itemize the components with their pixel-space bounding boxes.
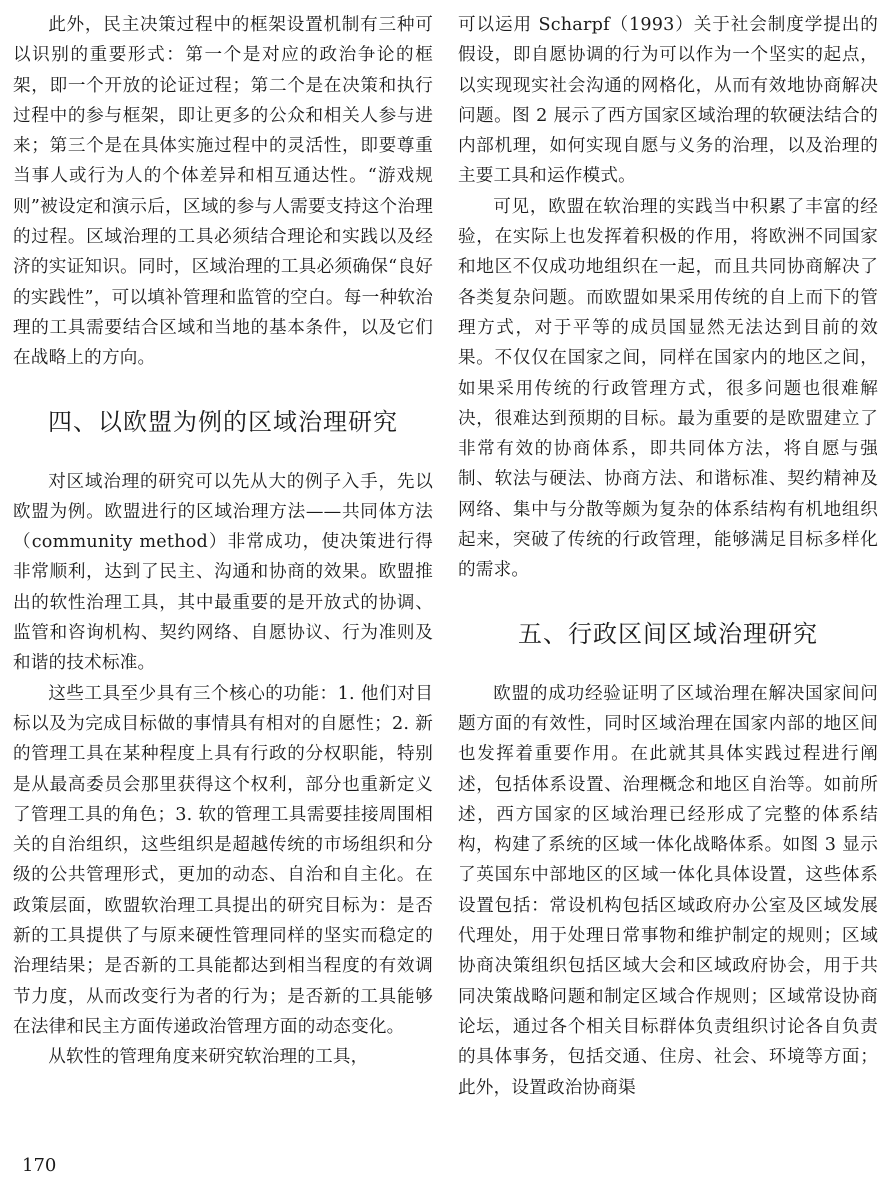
left-paragraph-4: 从软性的管理角度来研究软治理的工具， [48,1047,369,1068]
section-heading-4: 四、以欧盟为例的区域治理研究 [48,407,398,436]
left-column [13,10,433,1073]
left-paragraph-2: 对区域治理的研究可以先从大的例子入手，先以欧盟为例。欧盟进行的区域治理方法——共同体方法（community method）非常成功，使决策进行得非常顺利，达到了民主、沟通和协商的效果。欧盟推出的软性治理工具，其中最重要的是开放式的协调、监管和咨询机构、契约网络、自愿协议、行为准则及和谐的技术标准。 [13,471,433,674]
right-paragraph-1: 可以运用 Scharpf（1993）关于社会制度学提出的假设，即自愿协调的行为可以作为一个坚实的起点，以实现现实社会沟通的网格化，从而有效地协商解决问题。图 2 展示了西方国家区域治理的软硬法结合的内部机理，如何实现自愿与义务的治理，以及治理的主要工具和运作模式。 [458,15,878,187]
right-paragraph-3: 欧盟的成功经验证明了区域治理在解决国家间问题方面的有效性，同时区域治理在国家内部的地区间也发挥着重要作用。在此就其具体实践过程进行阐述，包括体系设置、治理概念和地区自治等。如前所述，西方国家的区域治理已经形成了完整的体系结构，构建了系统的区域一体化战略体系。如图 3 显示了英国东中部地区的区域一体化具体设置，这些体系设置包括：常设机构包括区域政府办公室及区域发展代理处，用于处理日常事物和维护制定的规则；区域协商决策组织包括区域大会和区域政府协会，用于共同决策战略问题和制定区域合作规则；区域常设协商论坛，通过各个相关目标群体负责组织讨论各自负责的具体事务，包括交通、住房、社会、环境等方面；此外，设置政治协商渠 [458,683,878,1098]
right-paragraph-2: 可见，欧盟在软治理的实践当中积累了丰富的经验，在实际上也发挥着积极的作用，将欧洲不同国家和地区不仅成功地组织在一起，而且共同协商解决了各类复杂问题。而欧盟如果采用传统的自上而下的管理方式，对于平等的成员国显然无法达到目前的效果。不仅仅在国家之间，同样在国家内的地区之间，如果采用传统的行政管理方式，很多问题也很难解决，很难达到预期的目标。最为重要的是欧盟建立了非常有效的协商体系，即共同体方法，将自愿与强制、软法与硬法、协商方法、和谐标准、契约精神及网络、集中与分散等颇为复杂的体系结构有机地组织起来，突破了传统的行政管理，能够满足目标多样化的需求。 [458,196,878,581]
page-number: 170 [22,1155,57,1176]
left-paragraph-3: 这些工具至少具有三个核心的功能：1. 他们对目标以及为完成目标做的事情具有相对的自愿性；2. 新的管理工具在某种程度上具有行政的分权职能，特别是从最高委员会那里获得这个权利，部分也重新定义了管理工具的角色；3. 软的管理工具需要挂接周围相关的自治组织，这些组织是超越传统的市场组织和分级的公共管理形式，更加的动态、自治和自主化。在政策层面，欧盟软治理工具提出的研究目标为：是否新的工具提供了与原来硬性管理同样的坚实而稳定的治理结果；是否新的工具能都达到相当程度的有效调节力度，从而改变行为者的行为；是否新的工具能够在法律和民主方面传递政治管理方面的动态变化。 [13,683,433,1037]
section-heading-5: 五、行政区间区域治理研究 [518,619,818,648]
left-paragraph-1: 此外，民主决策过程中的框架设置机制有三种可以识别的重要形式：第一个是对应的政治争论的框架，即一个开放的论证过程；第二个是在决策和执行过程中的参与框架，即让更多的公众和相关人参与进来；第三个是在具体实施过程中的灵活性，即要尊重当事人或行为人的个体差异和相互通达性。“游戏规则”被设定和演示后，区域的参与人需要支持这个治理的过程。区域治理的工具必须结合理论和实践以及经济的实证知识。同时，区域治理的工具必须确保“良好的实践性”，可以填补管理和监管的空白。每一种软治理的工具需要结合区域和当地的基本条件，以及它们在战略上的方向。 [13,15,433,369]
right-column [458,10,878,1103]
